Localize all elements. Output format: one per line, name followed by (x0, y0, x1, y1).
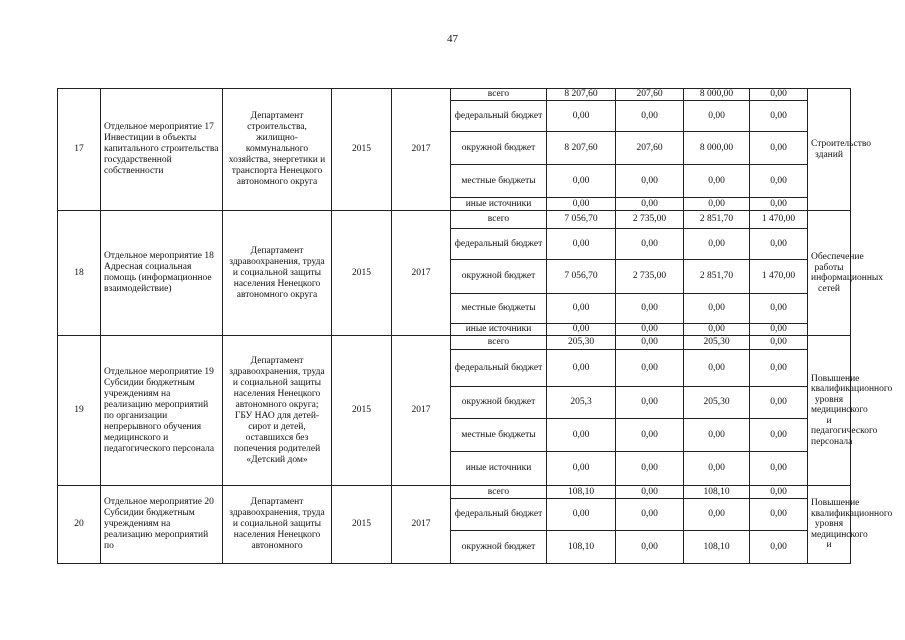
total-amount: 7 056,70 (547, 260, 616, 294)
funding-source: федеральный бюджет (451, 499, 547, 531)
total-amount: 0,00 (547, 294, 616, 324)
amount-year-3: 0,00 (750, 198, 808, 211)
amount-year-2: 0,00 (684, 101, 750, 132)
activity-number: 19 (58, 336, 101, 486)
activity-number: 17 (58, 89, 101, 211)
amount-year-2: 8 000,00 (684, 132, 750, 165)
amount-year-2: 0,00 (684, 499, 750, 531)
activity-end-year: 2017 (392, 336, 451, 486)
funding-source: иные источники (451, 198, 547, 211)
expected-result: Повышение квалификационного уровня медицинского и (808, 486, 851, 564)
funding-source: окружной бюджет (451, 387, 547, 419)
amount-year-2: 0,00 (684, 324, 750, 336)
amount-year-2: 0,00 (684, 452, 750, 486)
amount-year-3: 0,00 (750, 387, 808, 419)
activity-executor: Департамент здравоохранения, труда и социальной защиты населения Ненецкого автономного округа; ГБУ НАО для детей-сирот и детей, оставшихся без попечения родителей «Детский дом» (223, 336, 332, 486)
amount-year-1: 207,60 (616, 89, 684, 101)
activity-name: Отдельное мероприятие 18 Адресная социальная помощь (информационное взаимодействие) (101, 211, 223, 336)
total-amount: 0,00 (547, 101, 616, 132)
funding-source: местные бюджеты (451, 294, 547, 324)
page-number: 47 (447, 33, 458, 45)
funding-source: местные бюджеты (451, 419, 547, 452)
amount-year-1: 0,00 (616, 452, 684, 486)
activity-start-year: 2015 (332, 211, 392, 336)
amount-year-3: 0,00 (750, 294, 808, 324)
funding-source: всего (451, 89, 547, 101)
funding-source: иные источники (451, 452, 547, 486)
amount-year-2: 0,00 (684, 198, 750, 211)
funding-source: всего (451, 486, 547, 499)
amount-year-1: 2 735,00 (616, 260, 684, 294)
total-amount: 0,00 (547, 350, 616, 387)
amount-year-3: 0,00 (750, 89, 808, 101)
amount-year-2: 205,30 (684, 387, 750, 419)
amount-year-1: 207,60 (616, 132, 684, 165)
expected-result: Обеспечение работы информационных сетей (808, 211, 851, 336)
total-amount: 7 056,70 (547, 211, 616, 229)
amount-year-1: 0,00 (616, 387, 684, 419)
funding-source: всего (451, 336, 547, 350)
amount-year-2: 205,30 (684, 336, 750, 350)
funding-source: всего (451, 211, 547, 229)
activity-start-year: 2015 (332, 336, 392, 486)
total-amount: 8 207,60 (547, 89, 616, 101)
amount-year-3: 0,00 (750, 350, 808, 387)
table-row (58, 336, 851, 350)
amount-year-2: 0,00 (684, 294, 750, 324)
total-amount: 0,00 (547, 419, 616, 452)
funding-source: иные источники (451, 324, 547, 336)
amount-year-1: 2 735,00 (616, 211, 684, 229)
amount-year-1: 0,00 (616, 294, 684, 324)
amount-year-2: 108,10 (684, 486, 750, 499)
amount-year-2: 2 851,70 (684, 211, 750, 229)
amount-year-3: 1 470,00 (750, 211, 808, 229)
activity-executor: Департамент строительства, жилищно-коммунального хозяйства, энергетики и транспорта Ненецкого автономного округа (223, 89, 332, 211)
amount-year-2: 0,00 (684, 165, 750, 198)
funding-source: окружной бюджет (451, 132, 547, 165)
amount-year-2: 8 000,00 (684, 89, 750, 101)
activity-name: Отдельное мероприятие 19 Субсидии бюджетным учреждениям на реализацию мероприятий по организации непрерывного обучения медицинского и педагогического персонала (101, 336, 223, 486)
amount-year-1: 0,00 (616, 229, 684, 260)
activity-number: 18 (58, 211, 101, 336)
total-amount: 0,00 (547, 229, 616, 260)
amount-year-3: 0,00 (750, 486, 808, 499)
total-amount: 205,3 (547, 387, 616, 419)
amount-year-3: 0,00 (750, 531, 808, 564)
activity-name: Отдельное мероприятие 20 Субсидии бюджетным учреждениям на реализацию мероприятий по (101, 486, 223, 564)
amount-year-2: 2 851,70 (684, 260, 750, 294)
amount-year-3: 0,00 (750, 132, 808, 165)
funding-source: федеральный бюджет (451, 229, 547, 260)
total-amount: 205,30 (547, 336, 616, 350)
amount-year-1: 0,00 (616, 419, 684, 452)
table-row (58, 486, 851, 499)
amount-year-2: 0,00 (684, 419, 750, 452)
total-amount: 0,00 (547, 452, 616, 486)
amount-year-1: 0,00 (616, 336, 684, 350)
amount-year-3: 0,00 (750, 165, 808, 198)
amount-year-1: 0,00 (616, 350, 684, 387)
total-amount: 108,10 (547, 486, 616, 499)
total-amount: 108,10 (547, 531, 616, 564)
amount-year-1: 0,00 (616, 101, 684, 132)
amount-year-1: 0,00 (616, 531, 684, 564)
amount-year-1: 0,00 (616, 198, 684, 211)
funding-source: федеральный бюджет (451, 101, 547, 132)
table-body (58, 89, 893, 564)
table-row (58, 211, 851, 229)
total-amount: 0,00 (547, 165, 616, 198)
amount-year-3: 0,00 (750, 452, 808, 486)
activity-executor: Департамент здравоохранения, труда и социальной защиты населения Ненецкого автономного округа (223, 211, 332, 336)
total-amount: 0,00 (547, 499, 616, 531)
amount-year-1: 0,00 (616, 486, 684, 499)
total-amount: 0,00 (547, 324, 616, 336)
expected-result: Строительство зданий (808, 89, 851, 211)
amount-year-3: 0,00 (750, 336, 808, 350)
amount-year-3: 0,00 (750, 499, 808, 531)
activity-end-year: 2017 (392, 486, 451, 564)
program-activities-table (57, 88, 893, 564)
amount-year-1: 0,00 (616, 324, 684, 336)
funding-source: федеральный бюджет (451, 350, 547, 387)
amount-year-3: 0,00 (750, 101, 808, 132)
total-amount: 8 207,60 (547, 132, 616, 165)
expected-result: Повышение квалификационного уровня медицинского и педагогического персонала (808, 336, 851, 486)
amount-year-2: 0,00 (684, 350, 750, 387)
activity-executor: Департамент здравоохранения, труда и социальной защиты населения Ненецкого автономного (223, 486, 332, 564)
funding-source: окружной бюджет (451, 260, 547, 294)
funding-source: местные бюджеты (451, 165, 547, 198)
amount-year-3: 0,00 (750, 229, 808, 260)
activity-number: 20 (58, 486, 101, 564)
amount-year-2: 0,00 (684, 229, 750, 260)
amount-year-3: 0,00 (750, 419, 808, 452)
activity-name: Отдельное мероприятие 17 Инвестиции в объекты капитального строительства государственной собственности (101, 89, 223, 211)
amount-year-2: 108,10 (684, 531, 750, 564)
amount-year-1: 0,00 (616, 165, 684, 198)
funding-source: окружной бюджет (451, 531, 547, 564)
activity-end-year: 2017 (392, 89, 451, 211)
amount-year-3: 0,00 (750, 324, 808, 336)
amount-year-1: 0,00 (616, 499, 684, 531)
table-row (58, 89, 851, 101)
amount-year-3: 1 470,00 (750, 260, 808, 294)
total-amount: 0,00 (547, 198, 616, 211)
activity-start-year: 2015 (332, 486, 392, 564)
activity-start-year: 2015 (332, 89, 392, 211)
activity-end-year: 2017 (392, 211, 451, 336)
